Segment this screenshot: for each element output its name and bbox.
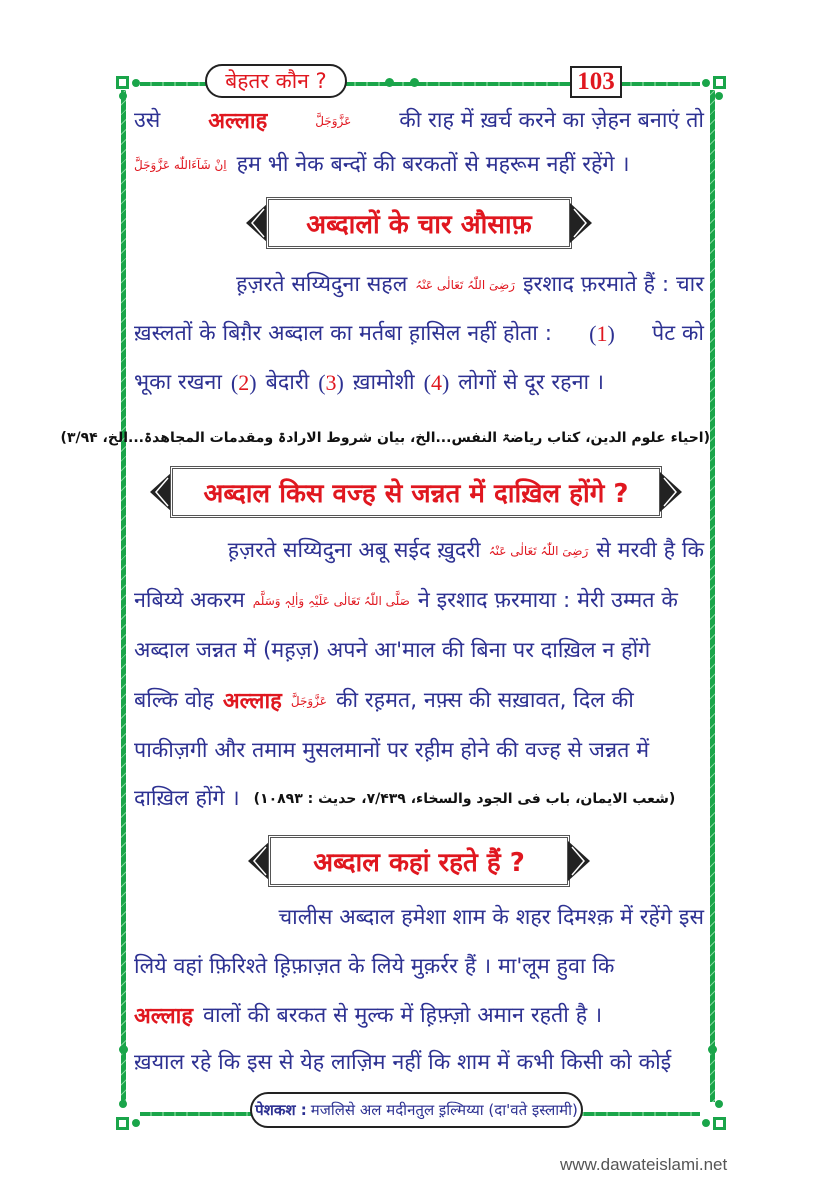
allah-calligraphy: अल्लाह xyxy=(208,108,268,134)
text-segment: भूका रखना xyxy=(134,370,222,395)
section-heading: अब्दालों के चार औसाफ़ xyxy=(306,210,532,240)
banner-right-cap-icon xyxy=(568,839,598,883)
text-segment: से मरवी है कि xyxy=(596,538,704,563)
paragraph-line xyxy=(134,106,704,136)
text-segment: ह़ज़रते सय्यिदुना अबू सईद ख़ुदरी xyxy=(227,538,481,563)
list-number: 4 xyxy=(430,370,442,395)
book-title: बेहतर कौन ? xyxy=(225,69,327,93)
text-segment: हम भी नेक बन्दों की बरकतों से महरूम नहीं रहेंगे । xyxy=(236,152,630,177)
text-segment: बेदारी xyxy=(265,370,310,395)
banner-left-cap-icon xyxy=(240,839,270,883)
page-number-box xyxy=(570,66,622,98)
corner-ornament-top-left xyxy=(116,76,146,106)
honorific-arabic: عَزَّوَجَلَّ xyxy=(315,114,352,128)
paragraph-line xyxy=(134,270,704,300)
citation-reference: (احیاء علوم الدین، کتاب ریاضۃ النفس...الخ، بیان شروط الارادۃ ومقدمات المجاھدۃ...الخ، ۳/۹۴) xyxy=(60,430,710,446)
paragraph-line xyxy=(134,1001,704,1031)
text-segment: बल्कि वोह xyxy=(134,688,214,713)
honorific-arabic: رَضِیَ اللّٰہُ تَعَالٰی عَنْہُ xyxy=(488,544,589,558)
allah-calligraphy: अल्लाह xyxy=(222,688,282,714)
text-segment: की रह़मत, नफ़्स की सख़ावत, दिल की xyxy=(335,688,634,713)
side-ornament-left xyxy=(119,1045,128,1054)
text-segment: इरशाद फ़रमाते हैं : चार xyxy=(522,272,704,297)
section-heading: अब्दाल किस वज्ह से जन्नत में दाख़िल होंगे ? xyxy=(203,479,629,509)
banner-left-cap-icon xyxy=(238,201,268,245)
honorific-arabic: عَزَّوَجَلَّ xyxy=(290,694,327,708)
citation-reference: (شعب الایمان، باب فی الجود والسخاء، ۷/۴۳۹، حدیث : ۱۰۸۹۳) xyxy=(253,791,676,807)
text-segment: ख़याल रहे कि इस से येह लाज़िम नहीं कि शाम में कभी किसी को कोई xyxy=(134,1050,672,1075)
list-number: 3 xyxy=(325,370,337,395)
list-number: 1 xyxy=(596,321,608,346)
text-segment: चालीस अब्दाल हमेशा शाम के शहर दिमश्क़ में रहेंगे इस xyxy=(278,905,704,930)
website-link[interactable]: www.dawateislami.net xyxy=(560,1155,728,1174)
allah-calligraphy: अल्लाह xyxy=(134,1003,194,1029)
paragraph-line xyxy=(134,1048,704,1078)
paragraph-line: भूका रखना (2) बेदारी (3) ख़ामोशी (4) लोगों से दूर रहना । xyxy=(134,368,704,399)
paragraph-line: ख़स्लतों के बिग़ैर अब्दाल का मर्तबा ह़ासिल नहीं होता : (1) पेट को xyxy=(134,319,704,350)
section-heading-banner xyxy=(240,835,598,887)
paragraph-line xyxy=(134,784,704,814)
text-segment: अब्दाल जन्नत में (मह़ज़) अपने आ'माल की बिना पर दाख़िल न होंगे xyxy=(134,638,651,663)
book-title-badge xyxy=(205,64,347,98)
paragraph-line xyxy=(134,952,704,982)
side-ornament-right xyxy=(708,1045,717,1054)
list-number: 2 xyxy=(238,370,250,395)
text-segment: वालों की बरकत से मुल्क में ह़िफ़्ज़ो अमान रहती है । xyxy=(203,1003,603,1028)
publisher-label: पेशकश : xyxy=(255,1101,307,1119)
honorific-arabic: اِنْ شَآءَاللّٰه عَزَّوَجَلَّ xyxy=(134,158,227,172)
text-segment: ख़स्लतों के बिग़ैर अब्दाल का मर्तबा ह़ासिल नहीं होता : xyxy=(134,321,552,346)
honorific-arabic: رَضِیَ اللّٰہُ تَعَالٰی عَنْہُ xyxy=(415,278,515,292)
corner-ornament-top-right xyxy=(696,76,726,106)
text-segment: उसे xyxy=(134,108,161,133)
section-heading-banner xyxy=(142,466,690,518)
honorific-arabic: صَلَّی اللّٰہُ تَعَالٰی عَلَیْہِ وَاٰلِہٖ وَسَلَّم xyxy=(252,594,410,608)
paragraph-line xyxy=(134,636,704,666)
frame-right-border xyxy=(710,90,715,1102)
publisher-name: मजलिसे अल मदीनतुल इ़ल्मिय्या (दा'वते इस्लामी) xyxy=(310,1101,578,1119)
text-segment: की राह में ख़र्च करने का ज़ेहन बनाएं तो xyxy=(399,108,704,133)
top-ornament-center xyxy=(385,78,394,87)
text-segment: पेट को xyxy=(652,321,704,346)
paragraph-line xyxy=(134,736,704,766)
corner-ornament-bottom-left xyxy=(116,1100,146,1130)
section-heading: अब्दाल कहां रहते हैं ? xyxy=(313,848,525,878)
paragraph-line xyxy=(134,586,704,616)
banner-right-cap-icon xyxy=(570,201,600,245)
text-segment: नबिय्ये अकरम xyxy=(134,588,245,613)
paragraph-line xyxy=(134,150,704,180)
paragraph-line xyxy=(134,903,704,933)
text-segment: ह़ज़रते सय्यिदुना सहल xyxy=(236,272,408,297)
banner-left-cap-icon xyxy=(142,470,172,514)
text-segment: दाख़िल होंगे । xyxy=(134,786,240,811)
text-segment: लिये वहां फ़िरिश्ते ह़िफ़ाज़त के लिये मुक़र्रर हैं । मा'लूम हुवा कि xyxy=(134,954,615,979)
paragraph-line xyxy=(134,686,704,716)
text-segment: ख़ामोशी xyxy=(352,370,415,395)
text-segment: पाकीज़गी और तमाम मुसलमानों पर रह़ीम होने की वज्ह से जन्नत में xyxy=(134,738,650,763)
text-segment: ने इरशाद फ़रमाया : मेरी उम्मत के xyxy=(417,588,678,613)
frame-left-border xyxy=(121,90,126,1102)
publisher-badge xyxy=(250,1092,583,1128)
text-segment: लोगों से दूर रहना । xyxy=(458,370,605,395)
paragraph-line xyxy=(134,536,704,566)
section-heading-banner xyxy=(238,197,600,249)
corner-ornament-bottom-right xyxy=(696,1100,726,1130)
banner-right-cap-icon xyxy=(660,470,690,514)
top-ornament-center xyxy=(410,78,419,87)
page-number: 103 xyxy=(577,68,615,95)
